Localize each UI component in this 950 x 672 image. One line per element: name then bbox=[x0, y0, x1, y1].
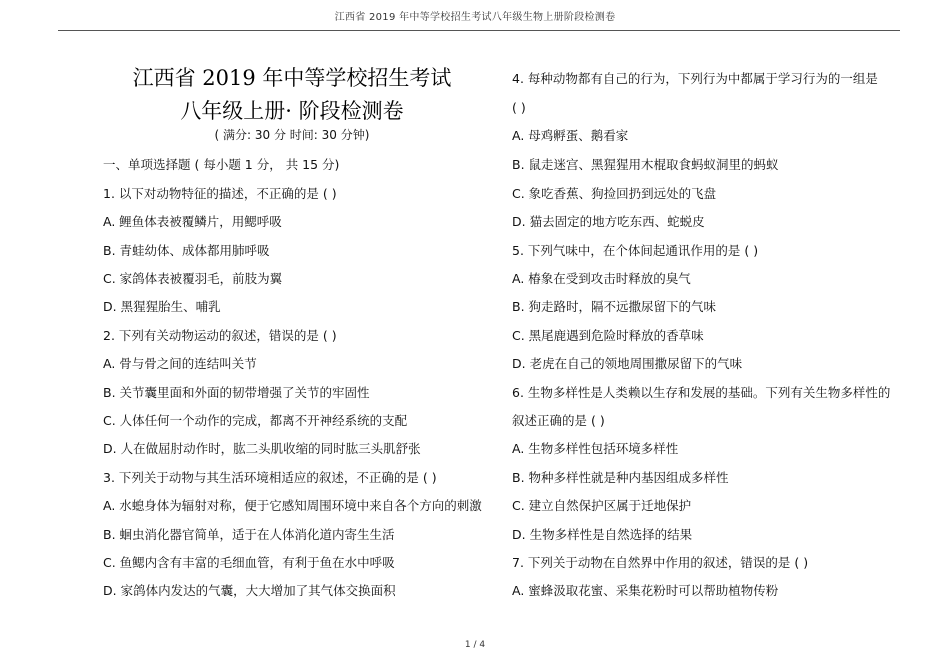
question-line: 3. 下列关于动物与其生活环境相适应的叙述，不正确的是 ( ) bbox=[103, 470, 437, 485]
option-line: B. 关节囊里面和外面的韧带增强了关节的牢固性 bbox=[103, 385, 370, 400]
option-line: D. 老虎在自己的领地周围撒尿留下的气味 bbox=[512, 356, 743, 371]
option-line: A. 椿象在受到攻击时释放的臭气 bbox=[512, 271, 691, 286]
option-line: D. 人在做屈肘动作时，肱二头肌收缩的同时肱三头肌舒张 bbox=[103, 441, 421, 456]
option-line: A. 水螅身体为辐射对称，便于它感知周围环境中来自各个方向的刺激 bbox=[103, 498, 482, 513]
option-line: D. 生物多样性是自然选择的结果 bbox=[512, 527, 693, 542]
option-line: D. 猫去固定的地方吃东西、蛇蜕皮 bbox=[512, 214, 705, 229]
question-line: 7. 下列关于动物在自然界中作用的叙述，错误的是 ( ) bbox=[512, 555, 809, 570]
question-line: 2. 下列有关动物运动的叙述，错误的是 ( ) bbox=[103, 328, 337, 343]
option-line: A. 蜜蜂汲取花蜜、采集花粉时可以帮助植物传粉 bbox=[512, 583, 779, 598]
option-line: C. 象吃香蕉、狗捡回扔到远处的飞盘 bbox=[512, 186, 717, 201]
option-line: D. 家鸽体内发达的气囊，大大增加了其气体交换面积 bbox=[103, 583, 396, 598]
option-line: C. 家鸽体表被覆羽毛，前肢为翼 bbox=[103, 271, 283, 286]
section-heading: 一、单项选择题 ( 每小题 1 分， 共 15 分) bbox=[103, 157, 340, 172]
exam-info: ( 满分: 30 分 时间: 30 分钟) bbox=[214, 128, 370, 142]
option-line: A. 鲤鱼体表被覆鳞片，用鳃呼吸 bbox=[103, 214, 282, 229]
running-header: 江西省 2019 年中等学校招生考试八年级生物上册阶段检测卷 bbox=[334, 12, 616, 23]
header-divider bbox=[58, 30, 900, 31]
option-line: B. 蛔虫消化器官简单，适于在人体消化道内寄生生活 bbox=[103, 527, 395, 542]
question-line: 1. 以下对动物特征的描述，不正确的是 ( ) bbox=[103, 186, 337, 201]
question-line: 4. 每种动物都有自己的行为，下列行为中都属于学习行为的一组是 bbox=[512, 71, 878, 86]
exam-subtitle: 八年级上册· 阶段检测卷 bbox=[180, 99, 404, 123]
question-line-continued: 叙述正确的是 ( ) bbox=[512, 413, 605, 428]
page-number: 1 / 4 bbox=[464, 640, 486, 650]
option-line: A. 母鸡孵蛋、鹅看家 bbox=[512, 128, 629, 143]
option-line: C. 人体任何一个动作的完成，都离不开神经系统的支配 bbox=[103, 413, 408, 428]
option-line: A. 生物多样性包括环境多样性 bbox=[512, 441, 679, 456]
option-line: D. 黑猩猩胎生、哺乳 bbox=[103, 299, 221, 314]
question-line: 5. 下列气味中，在个体间起通讯作用的是 ( ) bbox=[512, 243, 759, 258]
option-line: A. 骨与骨之间的连结叫关节 bbox=[103, 356, 257, 371]
question-line: 6. 生物多样性是人类赖以生存和发展的基础。下列有关生物多样性的 bbox=[512, 385, 891, 400]
option-line: B. 鼠走迷宫、黑猩猩用木棍取食蚂蚁洞里的蚂蚁 bbox=[512, 157, 779, 172]
option-line: C. 黑尾鹿遇到危险时释放的香草味 bbox=[512, 328, 704, 343]
option-line: C. 鱼鳃内含有丰富的毛细血管，有利于鱼在水中呼吸 bbox=[103, 555, 395, 570]
exam-title: 江西省 2019 年中等学校招生考试 bbox=[132, 66, 452, 90]
option-line: B. 青蛙幼体、成体都用肺呼吸 bbox=[103, 243, 270, 258]
option-line: B. 物种多样性就是种内基因组成多样性 bbox=[512, 470, 729, 485]
option-line: C. 建立自然保护区属于迁地保护 bbox=[512, 498, 692, 513]
option-line: B. 狗走路时，隔不远撒尿留下的气味 bbox=[512, 299, 717, 314]
answer-bracket: ( ) bbox=[512, 100, 526, 115]
